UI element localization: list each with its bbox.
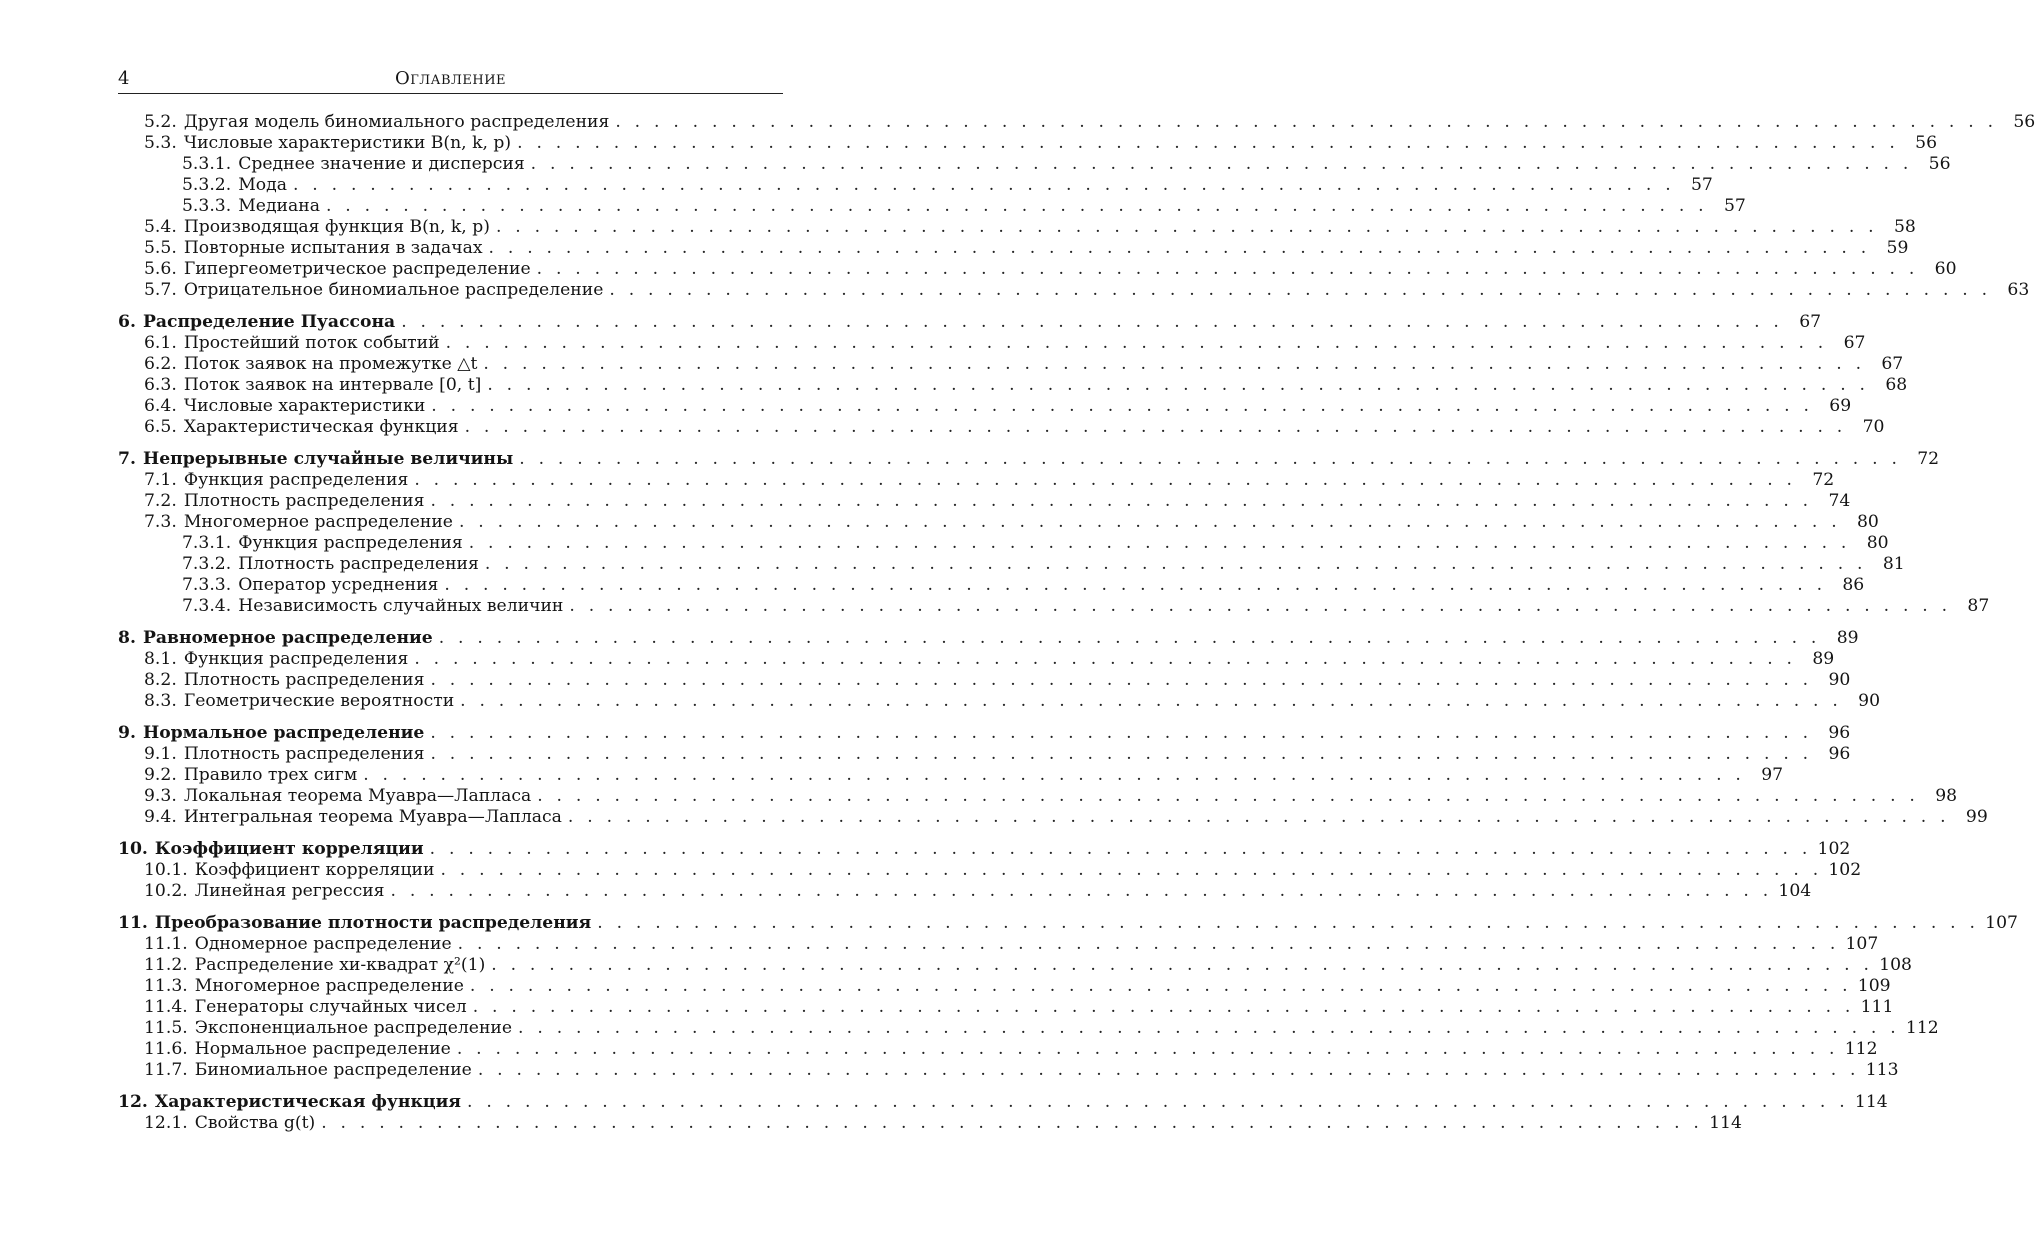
dot-leader: [430, 670, 1812, 691]
toc-section-entry[interactable]: [118, 512, 1879, 533]
toc-section-entry[interactable]: [118, 860, 1862, 881]
toc-entry-number: 7.3.4.: [182, 596, 232, 616]
toc-entry-page: 67: [1881, 354, 1904, 374]
toc-entry-page: 67: [1843, 333, 1866, 353]
toc-entry-page: 107: [1985, 913, 2018, 933]
toc-entry-number: 11.: [118, 913, 148, 933]
toc-entry-page: 112: [1905, 1018, 1939, 1038]
toc-entry-page: 70: [1862, 417, 1885, 437]
toc-section-entry[interactable]: [118, 396, 1852, 417]
toc-entry-title: Числовые характеристики: [183, 396, 426, 416]
toc-entry-title: Отрицательное биномиальное распределение: [183, 280, 604, 300]
toc-section-entry[interactable]: [118, 649, 1835, 670]
toc-entry-page: 58: [1893, 217, 1916, 237]
dot-leader: [321, 1113, 1703, 1134]
dot-leader: [414, 649, 1796, 670]
toc-entry-page: 90: [1858, 691, 1881, 711]
toc-section-entry[interactable]: [118, 670, 1851, 691]
toc-entry-number: 11.5.: [144, 1018, 188, 1038]
dot-leader: [469, 533, 1851, 554]
toc-entry-number: 9.3.: [144, 786, 177, 806]
toc-entry-page: 98: [1935, 786, 1958, 806]
toc-entry-title: Плотность распределения: [238, 554, 479, 574]
toc-entry-title: Другая модель биномиального распределения: [183, 112, 610, 132]
toc-entry-page: 107: [1845, 934, 1879, 954]
toc-entry-title: Геометрические вероятности: [183, 691, 455, 711]
toc-entry-number: 9.: [118, 723, 136, 743]
toc-entry-number: 8.1.: [144, 649, 177, 669]
toc-entry-page: 69: [1829, 396, 1852, 416]
dot-leader: [517, 133, 1899, 154]
toc-entry-title: Производящая функция B(n, k, p): [183, 217, 490, 237]
toc-entry-title: Распределение Пуассона: [142, 312, 396, 332]
dot-leader: [401, 311, 1783, 333]
toc-entry-page: 72: [1917, 449, 1940, 469]
toc-entry-number: 8.: [118, 628, 136, 648]
toc-entry-page: 56: [1915, 133, 1938, 153]
toc-entry-title: Равномерное распределение: [142, 628, 433, 648]
toc-entry-number: 9.1.: [144, 744, 177, 764]
toc-entry-title: Многомерное распределение: [194, 976, 464, 996]
toc-entry-page: 60: [1934, 259, 1957, 279]
dot-leader: [518, 1018, 1900, 1039]
toc-section-entry[interactable]: [118, 997, 1894, 1018]
toc-entry-title: Характеристическая функция: [183, 417, 459, 437]
toc-entry-number: 11.3.: [144, 976, 188, 996]
dot-leader: [485, 554, 1867, 575]
toc-entry-number: 11.1.: [144, 934, 188, 954]
toc-entry-title: Повторные испытания в задачах: [183, 238, 483, 258]
toc-entry-page: 113: [1865, 1060, 1899, 1080]
toc-entry-page: 108: [1879, 955, 1912, 975]
toc-entry-title: Коэффициент корреляции: [154, 839, 424, 859]
toc-entry-title: Генераторы случайных чисел: [194, 997, 467, 1017]
toc-entry-page: 74: [1828, 491, 1851, 511]
toc-entry-page: 56: [2013, 112, 2035, 132]
toc-entry-title: Простейший поток событий: [183, 333, 440, 353]
toc-section-entry[interactable]: [118, 470, 1835, 491]
toc-section-entry[interactable]: [118, 786, 1958, 807]
toc-section-entry[interactable]: [118, 807, 1988, 828]
toc-section-entry[interactable]: [118, 765, 1784, 786]
toc-section-entry[interactable]: [118, 175, 1713, 196]
toc-entry-number: 10.1.: [144, 860, 188, 880]
toc-entry-page: 68: [1885, 375, 1908, 395]
toc-section-entry[interactable]: [118, 955, 1912, 976]
toc-entry-title: Поток заявок на интервале [0, t]: [183, 375, 482, 395]
page-number: 4: [118, 68, 130, 89]
toc-entry-number: 8.3.: [144, 691, 177, 711]
toc-entry-page: 57: [1690, 175, 1713, 195]
toc-entry-page: 63: [2007, 280, 2030, 300]
toc-chapter-entry[interactable]: [118, 838, 1851, 860]
dot-leader: [446, 333, 1828, 354]
toc-chapter-entry[interactable]: [118, 1091, 1888, 1113]
toc-entry-title: Функция распределения: [183, 649, 409, 669]
dot-leader: [430, 838, 1812, 860]
toc-entry-number: 5.5.: [144, 238, 177, 258]
toc-entry-page: 99: [1965, 807, 1988, 827]
dot-leader: [537, 786, 1919, 807]
toc-entry-number: 12.: [118, 1092, 148, 1112]
toc-entry-number: 5.3.: [144, 133, 177, 153]
toc-entry-page: 102: [1828, 860, 1862, 880]
running-header: [118, 66, 783, 94]
toc-entry-number: 7.: [118, 449, 136, 469]
toc-entry-title: Свойства g(t): [194, 1113, 316, 1133]
dot-leader: [458, 934, 1840, 955]
toc-section-entry[interactable]: [118, 1113, 1742, 1134]
toc-entry-title: Многомерное распределение: [183, 512, 453, 532]
toc-chapter-entry[interactable]: [118, 448, 1940, 470]
dot-leader: [430, 744, 1812, 765]
toc-entry-number: 9.4.: [144, 807, 177, 827]
toc-entry-page: 80: [1856, 512, 1879, 532]
toc-entry-title: Преобразование плотности распределения: [154, 913, 592, 933]
toc-entry-number: 5.3.1.: [182, 154, 232, 174]
toc-entry-title: Непрерывные случайные величины: [142, 449, 514, 469]
dot-leader: [293, 175, 1675, 196]
toc-entry-number: 6.: [118, 312, 136, 332]
toc-entry-number: 7.1.: [144, 470, 177, 490]
dot-leader: [491, 955, 1873, 976]
toc-entry-number: 11.4.: [144, 997, 188, 1017]
toc-entry-page: 59: [1886, 238, 1909, 258]
toc-entry-title: Одномерное распределение: [194, 934, 452, 954]
toc-section-entry[interactable]: [118, 1060, 1899, 1081]
toc-entry-page: 87: [1967, 596, 1990, 616]
toc-entry-page: 86: [1842, 575, 1865, 595]
dot-leader: [569, 596, 1951, 617]
toc-section-entry[interactable]: [118, 333, 1866, 354]
toc-entry-title: Плотность распределения: [183, 744, 425, 764]
toc-entry-title: Распределение хи-квадрат χ²(1): [194, 955, 486, 975]
dot-leader: [439, 627, 1821, 649]
toc-chapter-entry[interactable]: [118, 311, 1822, 333]
dot-leader: [531, 154, 1913, 175]
toc-section-entry[interactable]: [118, 691, 1881, 712]
dot-leader: [478, 1060, 1860, 1081]
toc-section-entry[interactable]: [118, 881, 1812, 902]
toc-entry-page: 96: [1828, 723, 1851, 743]
running-title: Оглавление: [394, 68, 507, 89]
toc-entry-title: Оператор усреднения: [238, 575, 439, 595]
toc-section-entry[interactable]: [118, 196, 1746, 217]
toc-entry-number: 7.3.1.: [182, 533, 232, 553]
toc-entry-page: 81: [1882, 554, 1905, 574]
toc-section-entry[interactable]: [118, 934, 1879, 955]
dot-leader: [473, 997, 1855, 1018]
toc-entry-page: 111: [1860, 997, 1894, 1017]
dot-leader: [430, 491, 1812, 512]
dot-leader: [496, 217, 1878, 238]
toc-section-entry[interactable]: [118, 112, 2035, 133]
toc-entry-title: Гипергеометрическое распределение: [183, 259, 531, 279]
toc-section-entry[interactable]: [118, 238, 1909, 259]
dot-leader: [430, 722, 1812, 744]
toc-entry-number: 10.2.: [144, 881, 188, 901]
toc-entry-title: Числовые характеристики B(n, k, p): [183, 133, 512, 153]
toc-entry-number: 7.3.3.: [182, 575, 232, 595]
dot-leader: [483, 354, 1865, 375]
toc-section-entry[interactable]: [118, 154, 1951, 175]
toc-entry-title: Коэффициент корреляции: [194, 860, 435, 880]
toc-section-entry[interactable]: [118, 1039, 1878, 1060]
toc-entry-page: 90: [1828, 670, 1851, 690]
toc-entry-page: 89: [1836, 628, 1859, 648]
toc-entry-number: 11.6.: [144, 1039, 188, 1059]
toc-entry-number: 11.2.: [144, 955, 188, 975]
toc-entry-page: 80: [1866, 533, 1889, 553]
dot-leader: [470, 976, 1852, 997]
toc-entry-title: Независимость случайных величин: [238, 596, 564, 616]
toc-entry-number: 11.7.: [144, 1060, 188, 1080]
toc-entry-title: Правило трех сигм: [183, 765, 358, 785]
toc-entry-number: 9.2.: [144, 765, 177, 785]
dot-leader: [465, 417, 1847, 438]
toc-entry-title: Плотность распределения: [183, 491, 425, 511]
toc-entry-page: 56: [1928, 154, 1951, 174]
toc-entry-page: 96: [1828, 744, 1851, 764]
toc-chapter-entry[interactable]: [118, 912, 2018, 934]
dot-leader: [414, 470, 1796, 491]
toc-entry-title: Мода: [238, 175, 287, 195]
toc-section-entry[interactable]: [118, 575, 1865, 596]
toc-entry-number: 8.2.: [144, 670, 177, 690]
toc-entry-page: 89: [1812, 649, 1835, 669]
toc-section-entry[interactable]: [118, 554, 1905, 575]
toc-entry-number: 7.3.2.: [182, 554, 232, 574]
dot-leader: [487, 375, 1869, 396]
toc-entry-number: 6.3.: [144, 375, 177, 395]
toc-entry-number: 5.6.: [144, 259, 177, 279]
toc-entry-number: 5.3.2.: [182, 175, 232, 195]
toc-chapter-entry[interactable]: [118, 627, 1859, 649]
dot-leader: [460, 691, 1842, 712]
dot-leader: [431, 396, 1813, 417]
toc-entry-page: 104: [1778, 881, 1812, 901]
toc-entry-title: Нормальное распределение: [194, 1039, 451, 1059]
toc-entry-page: 109: [1857, 976, 1891, 996]
toc-entry-number: 5.7.: [144, 280, 177, 300]
toc-section-entry[interactable]: [118, 280, 2030, 301]
toc-entry-page: 102: [1817, 839, 1851, 859]
toc-section-entry[interactable]: [118, 217, 1916, 238]
toc-entry-title: Функция распределения: [183, 470, 409, 490]
toc-entry-number: 6.4.: [144, 396, 177, 416]
toc-section-entry[interactable]: [118, 417, 1885, 438]
toc-entry-number: 6.1.: [144, 333, 177, 353]
toc-entry-page: 67: [1799, 312, 1822, 332]
toc-entry-number: 5.4.: [144, 217, 177, 237]
dot-leader: [489, 238, 1871, 259]
toc-section-entry[interactable]: [118, 491, 1851, 512]
toc-entry-title: Экспоненциальное распределение: [194, 1018, 513, 1038]
toc-entry-title: Плотность распределения: [183, 670, 425, 690]
toc-section-entry[interactable]: [118, 375, 1908, 396]
toc-entry-title: Медиана: [238, 196, 320, 216]
toc-entry-page: 114: [1854, 1092, 1888, 1112]
dot-leader: [391, 881, 1773, 902]
toc-entry-page: 97: [1761, 765, 1784, 785]
toc-section-entry[interactable]: [118, 976, 1891, 997]
toc-section-entry[interactable]: [118, 354, 1904, 375]
toc-entry-number: 6.2.: [144, 354, 177, 374]
dot-leader: [615, 112, 1997, 133]
toc-entry-title: Функция распределения: [238, 533, 463, 553]
toc-entry-number: 5.2.: [144, 112, 177, 132]
dot-leader: [363, 765, 1745, 786]
dot-leader: [440, 860, 1822, 881]
dot-leader: [609, 280, 1991, 301]
table-of-contents: [118, 112, 2035, 1134]
toc-entry-title: Линейная регрессия: [194, 881, 385, 901]
toc-section-entry[interactable]: [118, 533, 1889, 554]
dot-leader: [597, 912, 1979, 934]
dot-leader: [568, 807, 1950, 828]
dot-leader: [467, 1091, 1849, 1113]
toc-entry-number: 10.: [118, 839, 148, 859]
toc-entry-number: 12.1.: [144, 1113, 188, 1133]
toc-entry-page: 72: [1812, 470, 1835, 490]
dot-leader: [519, 448, 1901, 470]
toc-entry-title: Интегральная теорема Муавра—Лапласа: [183, 807, 562, 827]
toc-section-entry[interactable]: [118, 259, 1957, 280]
toc-section-entry[interactable]: [118, 1018, 1939, 1039]
dot-leader: [444, 575, 1826, 596]
dot-leader: [457, 1039, 1839, 1060]
toc-entry-number: 7.2.: [144, 491, 177, 511]
toc-entry-number: 6.5.: [144, 417, 177, 437]
toc-section-entry[interactable]: [118, 744, 1851, 765]
toc-entry-title: Локальная теорема Муавра—Лапласа: [183, 786, 532, 806]
toc-section-entry[interactable]: [118, 133, 1938, 154]
toc-entry-title: Поток заявок на промежутке △t: [183, 354, 478, 374]
toc-chapter-entry[interactable]: [118, 722, 1851, 744]
toc-entry-title: Биномиальное распределение: [194, 1060, 472, 1080]
toc-entry-title: Характеристическая функция: [154, 1092, 462, 1112]
toc-entry-page: 114: [1709, 1113, 1742, 1133]
toc-section-entry[interactable]: [118, 596, 1990, 617]
toc-entry-page: 57: [1723, 196, 1746, 216]
dot-leader: [459, 512, 1841, 533]
dot-leader: [537, 259, 1919, 280]
toc-entry-title: Нормальное распределение: [142, 723, 425, 743]
toc-entry-number: 5.3.3.: [182, 196, 232, 216]
dot-leader: [326, 196, 1708, 217]
toc-entry-page: 112: [1844, 1039, 1878, 1059]
toc-entry-title: Среднее значение и дисперсия: [238, 154, 525, 174]
toc-entry-number: 7.3.: [144, 512, 177, 532]
